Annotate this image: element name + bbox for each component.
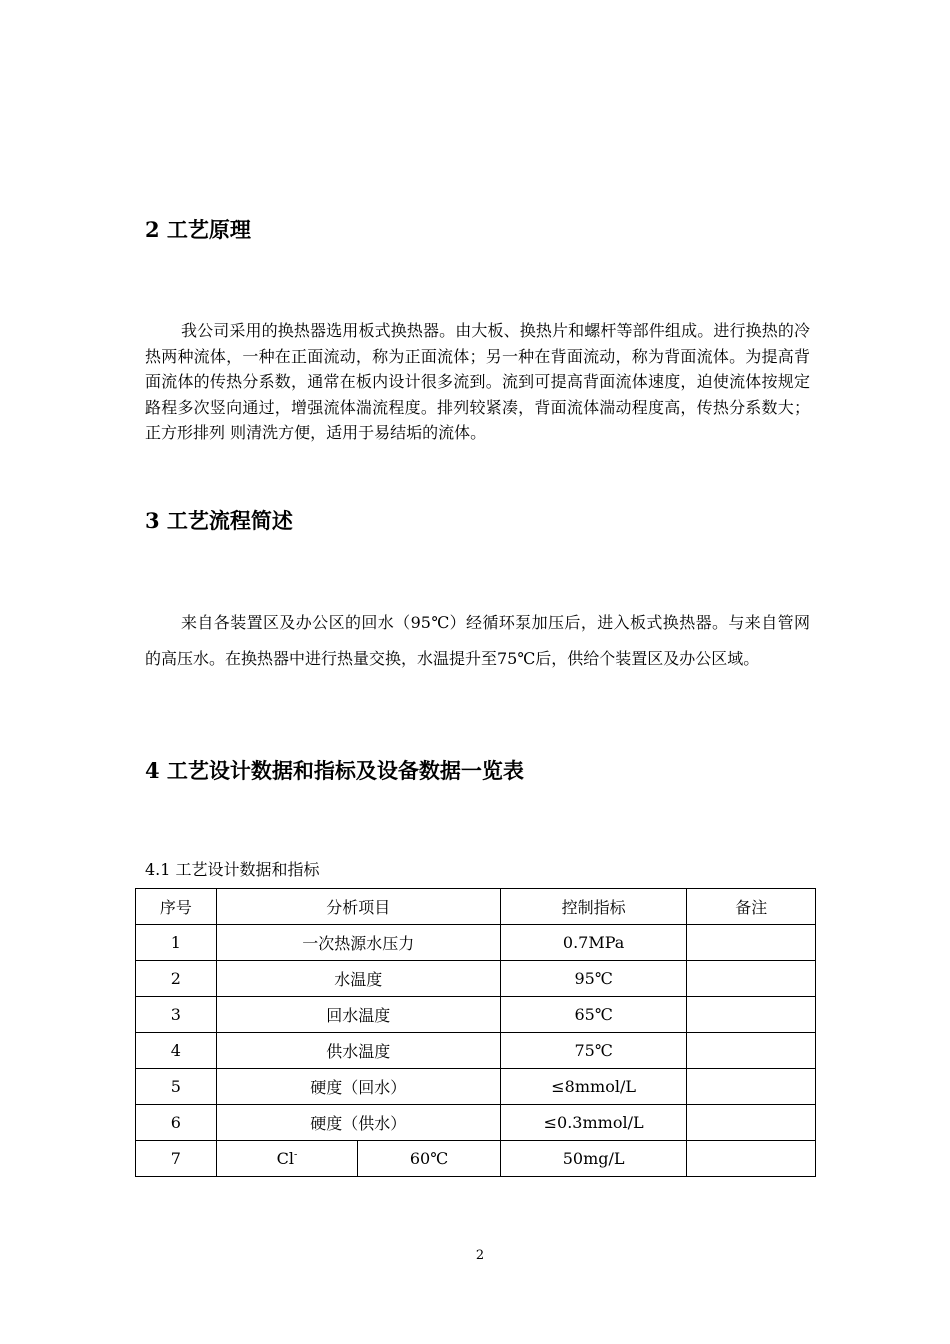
cell-item: 硬度（供水） — [216, 1105, 500, 1141]
table-row — [136, 1141, 816, 1177]
cell-control: ≤8mmol/L — [500, 1069, 687, 1105]
cell-note — [687, 1105, 816, 1141]
cell-seq: 3 — [136, 997, 217, 1033]
table-caption: 4.1 工艺设计数据和指标 — [145, 860, 320, 879]
section-heading-principle: 2 工艺原理 — [145, 217, 251, 242]
cell-item: 回水温度 — [216, 997, 500, 1033]
table-row — [136, 1033, 816, 1069]
header-note: 备注 — [687, 889, 816, 925]
page-number: 2 — [475, 1248, 485, 1263]
cell-seq: 5 — [136, 1069, 217, 1105]
cell-note — [687, 1033, 816, 1069]
cell-control: 65℃ — [500, 997, 687, 1033]
table-row — [136, 997, 816, 1033]
cell-item: 水温度 — [216, 961, 500, 997]
cell-item: 一次热源水压力 — [216, 925, 500, 961]
cell-control: 50mg/L — [500, 1141, 687, 1177]
cell-seq: 1 — [136, 925, 217, 961]
cell-note — [687, 1069, 816, 1105]
table-row — [136, 925, 816, 961]
table-row — [136, 1069, 816, 1105]
cell-item: 硬度（回水） — [216, 1069, 500, 1105]
chloride-symbol: Cl — [276, 1149, 294, 1168]
table-header-row — [136, 889, 816, 925]
cell-seq: 4 — [136, 1033, 217, 1069]
section-heading-process: 3 工艺流程简述 — [145, 508, 293, 533]
cell-item-temperature: 60℃ — [358, 1141, 501, 1177]
section-heading-data: 4 工艺设计数据和指标及设备数据一览表 — [145, 758, 524, 783]
process-paragraph: 来自各装置区及办公区的回水（95℃）经循环泵加压后，进入板式换热器。与来自管网的高压水。在换热器中进行热量交换，水温提升至75℃后，供给个装置区及办公区域。 — [145, 613, 810, 668]
cell-control: ≤0.3mmol/L — [500, 1105, 687, 1141]
cell-note — [687, 961, 816, 997]
cell-seq: 2 — [136, 961, 217, 997]
table-row — [136, 1105, 816, 1141]
cell-control: 95℃ — [500, 961, 687, 997]
cell-seq: 6 — [136, 1105, 217, 1141]
table-row — [136, 961, 816, 997]
cell-control: 75℃ — [500, 1033, 687, 1069]
cell-item: 供水温度 — [216, 1033, 500, 1069]
principle-paragraph: 我公司采用的换热器选用板式换热器。由大板、换热片和螺杆等部件组成。进行换热的冷热两种流体，一种在正面流动，称为正面流体；另一种在背面流动，称为背面流体。为提高背面流体的传热分系数，通常在板内设计很多流到。流到可提高背面流体速度，迫使流体按规定路程多次竖向通过，增强流体湍流程度。排列较紧凑，背面流体湍动程度高，传热分系数大；正方形排列 则清洗方便，适用于易结垢的流体。 — [145, 321, 810, 443]
header-item: 分析项目 — [216, 889, 500, 925]
header-seq: 序号 — [136, 889, 217, 925]
design-data-table — [135, 888, 816, 1177]
cell-note — [687, 1141, 816, 1177]
cell-control: 0.7MPa — [500, 925, 687, 961]
chloride-charge: - — [293, 1149, 298, 1161]
cell-item-substance — [216, 1141, 358, 1177]
cell-note — [687, 925, 816, 961]
header-control: 控制指标 — [500, 889, 687, 925]
cell-note — [687, 997, 816, 1033]
cell-seq: 7 — [136, 1141, 217, 1177]
